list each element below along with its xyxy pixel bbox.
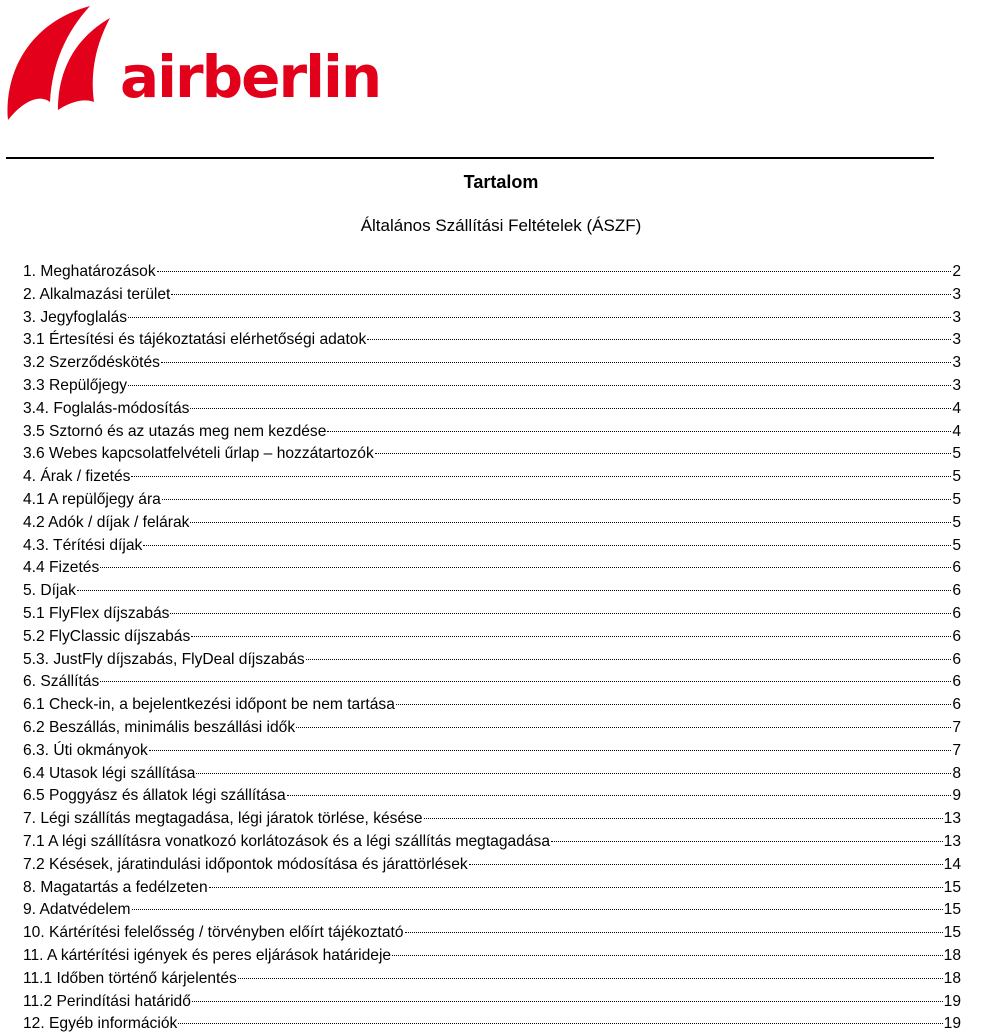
toc-entry[interactable] <box>23 421 961 444</box>
toc-entry-label: 6.3. Úti okmányok <box>23 741 148 759</box>
toc-entry-label: 5.3. JustFly díjszabás, FlyDeal díjszabás <box>23 650 305 668</box>
toc-entry[interactable] <box>23 626 961 649</box>
toc-entry-page: 6 <box>952 650 961 668</box>
toc-dot-leader <box>128 317 951 318</box>
toc-entry-label: 11. A kártérítési igények és peres eljárások határideje <box>23 946 392 964</box>
toc-entry[interactable] <box>23 717 961 740</box>
toc-entry-page: 3 <box>952 376 961 394</box>
toc-entry-page: 6 <box>952 604 961 622</box>
toc-title: Tartalom <box>463 172 539 192</box>
toc-entry-page: 5 <box>952 468 961 486</box>
toc-dot-leader <box>190 408 951 409</box>
toc-dot-leader <box>287 795 952 796</box>
toc-dot-leader <box>77 590 951 591</box>
toc-entry-label: 1. Meghatározások <box>23 263 156 280</box>
toc-dot-leader <box>209 887 943 888</box>
toc-entry-page: 7 <box>952 741 961 759</box>
toc-dot-leader <box>190 522 951 523</box>
toc-entry-label: 3.5 Sztornó és az utazás meg nem kezdése <box>23 422 327 440</box>
toc-subtitle: Általános Szállítási Feltételek (ÁSZF) <box>360 216 642 235</box>
toc-dot-leader <box>367 339 951 340</box>
toc-entry-label: 6.2 Beszállás, minimális beszállási idők <box>23 718 296 736</box>
toc-entry[interactable] <box>23 603 961 626</box>
toc-entry-label: 5.2 FlyClassic díjszabás <box>23 627 191 645</box>
toc-entry-label: 8. Magatartás a fedélzeten <box>23 878 208 896</box>
toc-entry[interactable] <box>23 284 961 307</box>
toc-entry-page: 6 <box>952 627 961 645</box>
toc-entry[interactable] <box>23 808 961 831</box>
toc-entry-page: 18 <box>943 969 961 987</box>
toc-entry[interactable] <box>23 352 961 375</box>
toc-entry[interactable] <box>23 557 961 580</box>
toc-entry-label: 7.2 Késések, járatindulási időpontok módosítása és járattörlések <box>23 855 468 873</box>
toc-entry-label: 4.1 A repülőjegy ára <box>23 490 161 508</box>
toc-dot-leader <box>375 453 952 454</box>
toc-dot-leader <box>196 773 951 774</box>
toc-dot-leader <box>296 727 951 728</box>
toc-dot-leader <box>424 818 943 819</box>
toc-entry[interactable] <box>23 398 961 421</box>
toc-dot-leader <box>178 1023 942 1024</box>
toc-dot-leader <box>143 545 951 546</box>
toc-entry-page: 3 <box>952 354 961 372</box>
toc-entry-label: 3. Jegyfoglalás <box>23 308 128 326</box>
toc-dot-leader <box>327 431 951 432</box>
toc-entry-page: 6 <box>952 559 961 577</box>
toc-entry-label: 11.1 Időben történő kárjelentés <box>23 969 237 987</box>
toc-entry-page: 5 <box>952 513 961 531</box>
toc-dot-leader <box>162 499 951 500</box>
toc-entry-page: 4 <box>952 422 961 440</box>
toc-entry-page: 4 <box>952 399 961 417</box>
toc-entry-label: 3.4. Foglalás-módosítás <box>23 399 190 417</box>
toc-entry-page: 3 <box>952 285 961 303</box>
toc-dot-leader <box>396 704 951 705</box>
toc-dot-leader <box>238 978 943 979</box>
toc-entry[interactable] <box>23 375 961 398</box>
toc-entry[interactable] <box>23 991 961 1014</box>
toc-entry-label: 5. Díjak <box>23 582 76 600</box>
airberlin-wordmark: airberlin <box>120 43 381 111</box>
toc-entry-label: 7.1 A légi szállításra vonatkozó korlátozások és a légi szállítás megtagadása <box>23 832 551 850</box>
toc-entry-label: 6.5 Poggyász és állatok légi szállítása <box>23 787 286 805</box>
toc-dot-leader <box>100 681 951 682</box>
toc-entry-label: 4.2 Adók / díjak / felárak <box>23 513 190 531</box>
toc-entry[interactable] <box>23 535 961 558</box>
toc-entry-label: 9. Adatvédelem <box>23 901 131 919</box>
toc-entry-label: 4.3. Térítési díjak <box>23 536 143 554</box>
toc-entry-page: 3 <box>952 308 961 326</box>
toc-entry-page: 8 <box>952 764 961 782</box>
toc-entry-label: 6. Szállítás <box>23 673 100 691</box>
toc-entry[interactable] <box>23 580 961 603</box>
toc-entry-label: 3.2 Szerződéskötés <box>23 354 160 372</box>
toc-entry-page: 5 <box>952 536 961 554</box>
toc-dot-leader <box>161 362 951 363</box>
toc-entry[interactable] <box>23 854 961 877</box>
toc-dot-leader <box>306 659 952 660</box>
toc-entry[interactable] <box>23 922 961 945</box>
toc-entry-page: 15 <box>943 878 961 896</box>
toc-dot-leader <box>131 476 951 477</box>
toc-entry-label: 3.6 Webes kapcsolatfelvételi űrlap – hozzátartozók <box>23 445 374 463</box>
toc-entry-page: 6 <box>952 696 961 714</box>
toc-entry[interactable] <box>23 968 961 991</box>
toc-entry[interactable] <box>23 307 961 330</box>
toc-entry[interactable] <box>23 261 961 284</box>
toc-entry[interactable] <box>23 1013 961 1036</box>
toc-entry-page: 19 <box>943 1015 961 1033</box>
toc-entry[interactable] <box>23 466 961 489</box>
toc-entry-page: 15 <box>943 924 961 942</box>
toc-entry-label: 4.4 Fizetés <box>23 559 100 577</box>
toc-entry[interactable] <box>23 945 961 968</box>
toc-entry-label: 3.3 Repülőjegy <box>23 376 128 394</box>
header-divider <box>6 157 934 159</box>
toc-entry-label: 6.4 Utasok légi szállítása <box>23 764 196 782</box>
toc-dot-leader <box>170 613 951 614</box>
toc-entry-label: 6.1 Check-in, a bejelentkezési időpont be nem tartása <box>23 696 395 714</box>
toc-entry-page: 5 <box>952 490 961 508</box>
toc-entry-page: 5 <box>952 445 961 463</box>
toc-dot-leader <box>171 294 951 295</box>
toc-entry[interactable] <box>23 329 961 352</box>
toc-entry[interactable] <box>23 899 961 922</box>
toc-dot-leader <box>157 271 952 272</box>
toc-dot-leader <box>392 955 943 956</box>
toc-entry[interactable] <box>23 785 961 808</box>
toc-dot-leader <box>469 864 943 865</box>
toc-dot-leader <box>192 1001 943 1002</box>
toc-entry-page: 18 <box>943 946 961 964</box>
toc-entry-label: 4. Árak / fizetés <box>23 468 131 486</box>
toc-entry[interactable] <box>23 443 961 466</box>
toc-entry[interactable] <box>23 831 961 854</box>
toc-entry[interactable] <box>23 649 961 672</box>
toc-entry-page: 13 <box>943 810 961 828</box>
toc-entry[interactable] <box>23 512 961 535</box>
toc-entry[interactable] <box>23 671 961 694</box>
toc-entry-label: 7. Légi szállítás megtagadása, légi járatok törlése, késése <box>23 810 423 828</box>
airberlin-swoosh-icon <box>0 2 130 130</box>
toc-entry[interactable] <box>23 489 961 512</box>
toc-dot-leader <box>132 909 943 910</box>
toc-dot-leader <box>100 567 951 568</box>
toc-entry-label: 5.1 FlyFlex díjszabás <box>23 604 170 622</box>
toc-entry-page: 2 <box>952 263 961 280</box>
toc-entry-page: 19 <box>943 992 961 1010</box>
toc-entry-page: 3 <box>952 331 961 349</box>
toc-dot-leader <box>128 385 951 386</box>
toc-entry-page: 9 <box>952 787 961 805</box>
toc-dot-leader <box>551 841 943 842</box>
toc-entry[interactable] <box>23 763 961 786</box>
toc-dot-leader <box>149 750 952 751</box>
toc-dot-leader <box>191 636 951 637</box>
toc-entry-page: 7 <box>952 718 961 736</box>
toc-entry-label: 2. Alkalmazási terület <box>23 285 171 303</box>
table-of-contents <box>23 261 961 1036</box>
toc-entry-page: 13 <box>943 832 961 850</box>
toc-entry[interactable] <box>23 877 961 900</box>
toc-dot-leader <box>405 932 943 933</box>
toc-entry-page: 15 <box>943 901 961 919</box>
toc-entry-label: 10. Kártérítési felelősség / törvényben előírt tájékoztató <box>23 924 404 942</box>
toc-entry-page: 14 <box>943 855 961 873</box>
toc-entry[interactable] <box>23 740 961 763</box>
toc-entry-label: 3.1 Értesítési és tájékoztatási elérhetőségi adatok <box>23 331 367 349</box>
toc-entry-label: 12. Egyéb információk <box>23 1015 178 1033</box>
toc-entry-label: 11.2 Perindítási határidő <box>23 992 191 1010</box>
airberlin-logo <box>0 2 381 130</box>
toc-entry-page: 6 <box>952 582 961 600</box>
toc-entry-page: 6 <box>952 673 961 691</box>
toc-entry[interactable] <box>23 694 961 717</box>
